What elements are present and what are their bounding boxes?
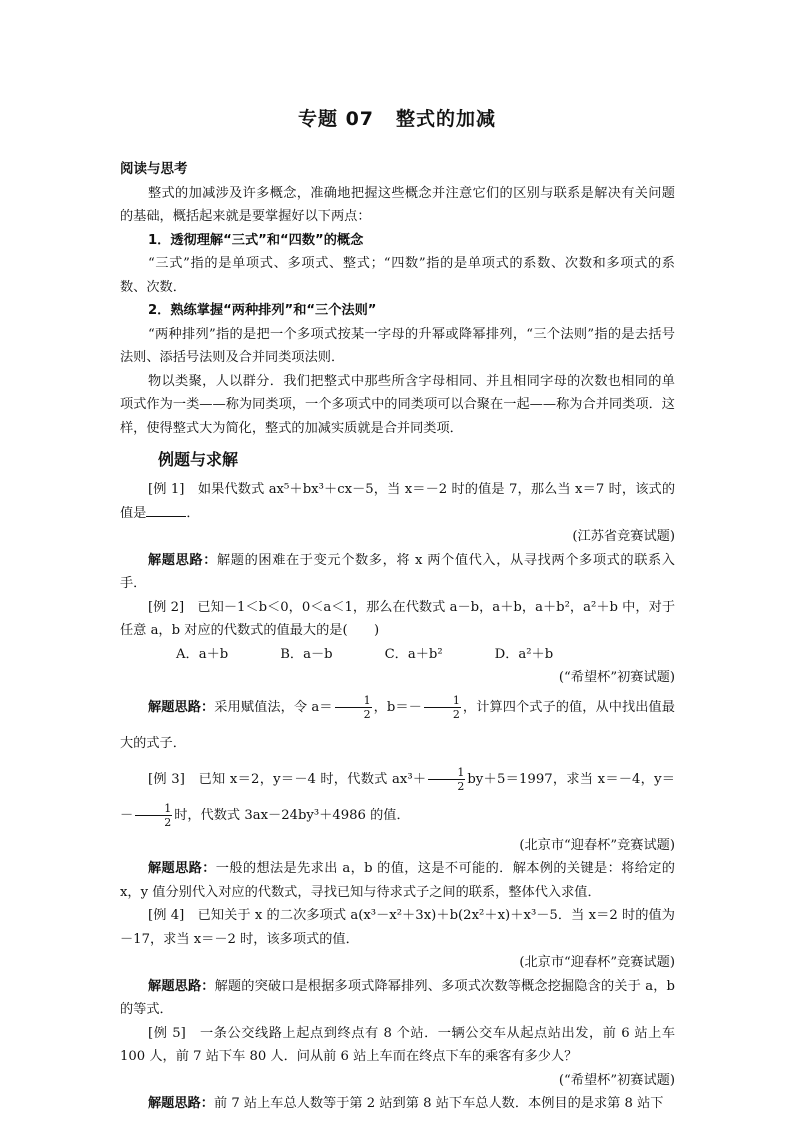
- examples-heading: 例题与求解: [158, 450, 239, 469]
- example-1: [120, 478, 675, 525]
- answer-blank: [146, 504, 186, 517]
- example-5-label: [例 5]: [148, 1025, 186, 1041]
- reading-intro: 整式的加减涉及许多概念，准确地把握这些概念并注意它们的区别与联系是解决有关问题的基础，概括起来就是要掌握好以下两点：: [120, 185, 675, 224]
- example-1-hint: [120, 549, 675, 596]
- option-b: B．a－b: [280, 646, 333, 662]
- option-a: A．a＋b: [176, 646, 229, 662]
- fraction-denominator: 2: [164, 815, 172, 829]
- example-2-hint-c: ，计算四个式子的值，从中找出值最大的式子．: [120, 699, 675, 751]
- hint-label: 解题思路：: [148, 552, 217, 568]
- fraction-denominator: 2: [363, 707, 371, 721]
- example-4-source: (北京市“迎春杯”竞赛试题): [519, 955, 675, 970]
- example-2-source: (“希望杯”初赛试题): [558, 670, 675, 685]
- example-4-hint: [120, 975, 675, 1022]
- document-body: [120, 158, 675, 1116]
- example-5-hint: [120, 1092, 675, 1116]
- example-3-label: [例 3]: [148, 771, 185, 787]
- example-1-label: [例 1]: [148, 482, 185, 497]
- hint-label: 解题思路：: [148, 978, 215, 994]
- example-2-hint: [120, 690, 675, 762]
- example-4: [120, 904, 675, 951]
- point2-text: “两种排列”指的是把一个多项式按某一字母的升幂或降幂排列，“三个法则”指的是去括号法则、添括号法则及合并同类项法则．: [120, 326, 675, 365]
- fraction-one-half: [135, 802, 172, 829]
- hint-label: 解题思路：: [148, 1096, 214, 1111]
- point2-title: 2．熟练掌握“两种排列”和“三个法则”: [148, 303, 377, 318]
- example-1-text: 如果代数式 ax⁵＋bx³＋cx－5，当 x＝－2 时的值是 7，那么当 x＝7 时，该式的值是: [120, 482, 676, 521]
- option-d: D．a²＋b: [494, 646, 554, 662]
- fraction-numerator: 1: [428, 766, 465, 780]
- example-3-source: (北京市“迎春杯”竞赛试题): [519, 837, 675, 853]
- example-5-source: (“希望杯”初赛试题): [558, 1072, 675, 1088]
- fraction-one-half: [335, 694, 372, 721]
- example-5: [120, 1022, 675, 1069]
- title-topic-name: 整式的加减: [396, 108, 497, 130]
- example-1-source: (江苏省竞赛试题): [572, 529, 675, 544]
- hint-label: 解题思路：: [148, 861, 216, 876]
- example-5-text: 一条公交线路上起点到终点有 8 个站．一辆公交车从起点站出发，前 6 站上车 100 人，前 7 站下车 80 人．问从前 6 站上车而在终点下车的乘客有多少人？: [120, 1025, 676, 1064]
- fraction-one-half: [428, 766, 465, 793]
- point1-text: “三式”指的是单项式、多项式、整式；“四数”指的是单项式的系数、次数和多项式的系数、次数．: [120, 256, 675, 295]
- example-2-hint-a: 采用赋值法，令 a＝: [214, 699, 333, 715]
- example-1-hint-text: 解题的困难在于变元个数多，将 x 两个值代入，从寻找两个多项式的联系入手．: [120, 552, 675, 591]
- example-3-text-c: 时，代数式 3ax－24by³＋4986 的值．: [174, 807, 410, 823]
- page-title: [0, 104, 794, 131]
- fraction-numerator: 1: [335, 694, 372, 708]
- fraction-one-half: [424, 694, 461, 721]
- example-3-hint-text: 一般的想法是先求出 a，b 的值，这是不可能的．解本例的关键是：将给定的 x，y 值分别代入对应的代数式，寻找已知与待求式子之间的联系，整体代入求值．: [120, 861, 675, 900]
- fraction-denominator: 2: [457, 779, 465, 793]
- example-3-text-b: by＋5＝1997，求当 x＝－4，y＝－: [120, 771, 675, 823]
- example-4-hint-text: 解题的突破口是根据多项式降幂排列、多项式次数等概念挖掘隐含的关于 a，b 的等式．: [120, 978, 675, 1017]
- point1-title: 1．透彻理解“三式”和“四数”的概念: [148, 232, 364, 248]
- example-2-options: [120, 643, 675, 667]
- example-3-text-a: 已知 x＝2，y＝－4 时，代数式 ax³＋: [198, 771, 427, 787]
- example-1-end: ．: [186, 505, 200, 521]
- reading-para3: 物以类聚，人以群分．我们把整式中那些所含字母相同、并且相同字母的次数也相同的单项式作为一类——称为同类项，一个多项式中的同类项可以合聚在一起——称为合并同类项．这样，使得整式大为简化，整式的加减实质就是合并同类项．: [120, 373, 675, 436]
- example-2-hint-b: ，b＝－: [373, 699, 422, 715]
- example-2-label: [例 2]: [148, 599, 185, 615]
- example-5-hint-text: 前 7 站上车总人数等于第 2 站到第 8 站下车总人数．本例目的是求第 8 站下: [213, 1096, 664, 1111]
- fraction-numerator: 1: [135, 802, 172, 816]
- hint-label: 解题思路：: [148, 699, 215, 715]
- reading-heading: 阅读与思考: [120, 161, 188, 177]
- example-2-text: 已知－1＜b＜0，0＜a＜1，那么在代数式 a－b，a＋b，a＋b²，a²＋b 中，对于任意 a，b 对应的代数式的值最大的是( ): [120, 599, 676, 638]
- fraction-numerator: 1: [424, 694, 461, 708]
- example-3-hint: [120, 857, 675, 904]
- fraction-denominator: 2: [452, 707, 460, 721]
- option-c: C．a＋b²: [384, 646, 443, 662]
- title-topic-number: 专题 07: [297, 108, 375, 130]
- example-2: [120, 596, 675, 643]
- example-4-label: [例 4]: [148, 908, 185, 923]
- example-4-text: 已知关于 x 的二次多项式 a(x³－x²＋3x)＋b(2x²＋x)＋x³－5．当 x＝2 时的值为－17，求当 x＝－2 时，该多项式的值．: [120, 908, 675, 947]
- example-3: [120, 762, 675, 834]
